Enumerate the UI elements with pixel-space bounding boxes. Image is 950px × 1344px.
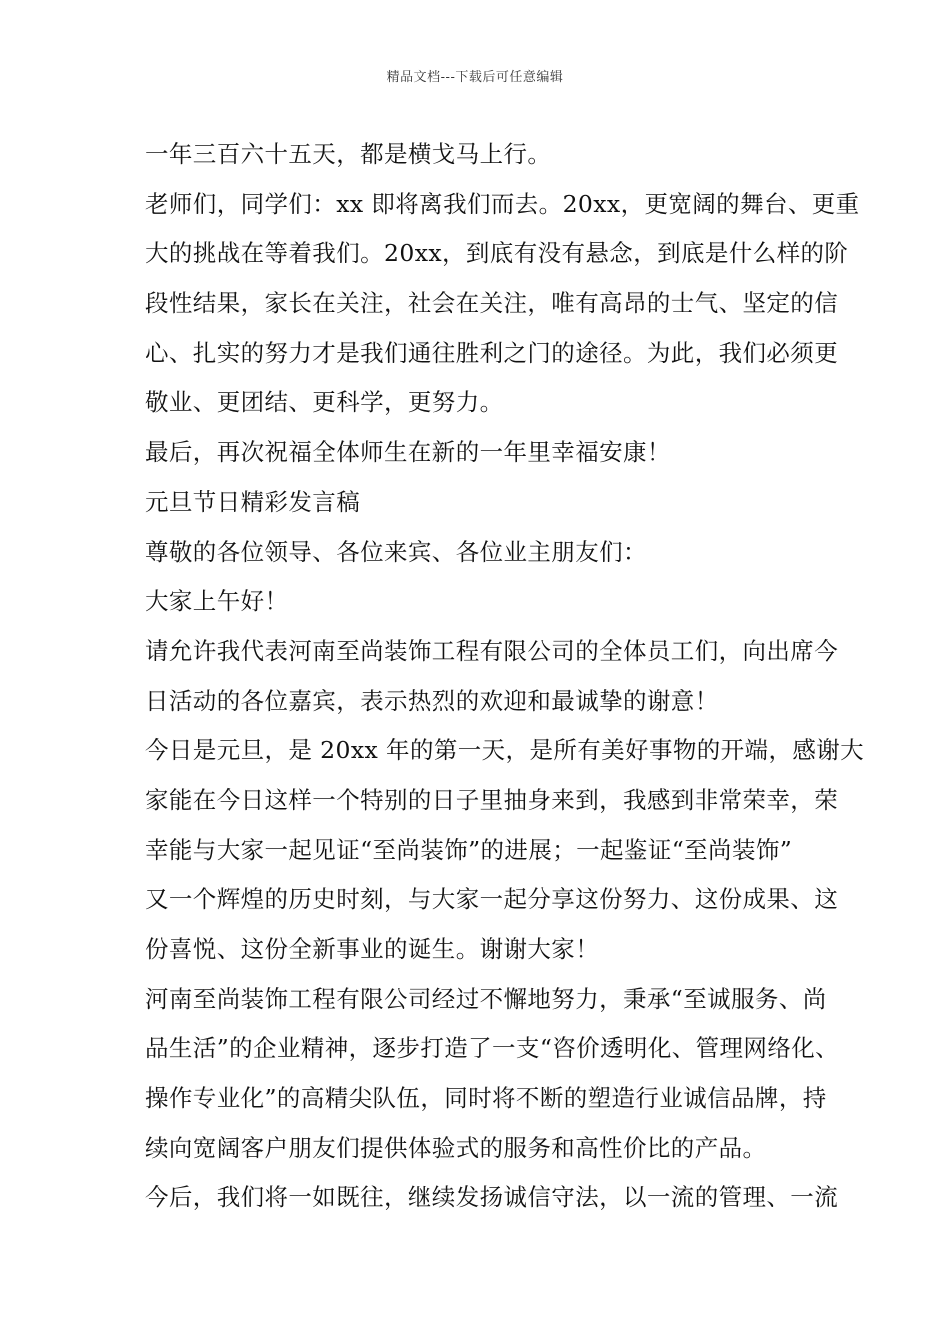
text-line: 敬业、更团结、更科学，更努力。 (145, 388, 504, 417)
text-line: 老师们，同学们：xx 即将离我们而去。20xx，更宽阔的舞台、更重 (145, 189, 860, 218)
document-body (145, 130, 865, 1223)
text-line: 河南至尚装饰工程有限公司经过不懈地努力，秉承“至诚服务、尚 (145, 984, 827, 1013)
text-line: 份喜悦、这份全新事业的诞生。谢谢大家！ (145, 935, 600, 963)
salutation: 尊敬的各位领导、各位来宾、各位业主朋友们： (145, 537, 647, 566)
section-title: 元旦节日精彩发言稿 (145, 487, 361, 516)
greeting: 大家上午好！ (145, 587, 289, 616)
text-line: 请允许我代表河南至尚装饰工程有限公司的全体员工们，向出席今 (145, 636, 839, 665)
text-line: 大的挑战在等着我们。20xx，到底有没有悬念，到底是什么样的阶 (145, 239, 849, 268)
text-line: 段性结果，家长在关注，社会在关注，唯有高昂的士气、坚定的信 (145, 289, 839, 318)
text-line: 家能在今日这样一个特别的日子里抽身来到，我感到非常荣幸，荣 (145, 785, 839, 814)
text-line: 日活动的各位嘉宾，表示热烈的欢迎和最诚挚的谢意！ (145, 686, 719, 715)
text-line: 今后，我们将一如既往，继续发扬诚信守法，以一流的管理、一流 (145, 1183, 839, 1212)
text-line: 最后，再次祝福全体师生在新的一年里幸福安康！ (145, 438, 671, 467)
text-line: 幸能与大家一起见证“至尚装饰”的进展；一起鉴证“至尚装饰” (145, 835, 793, 864)
text-line: 今日是元旦，是 20xx 年的第一天，是所有美好事物的开端，感谢大 (145, 736, 865, 765)
text-line: 心、扎实的努力才是我们通往胜利之门的途径。为此，我们必须更 (145, 338, 839, 367)
text-line: 操作专业化”的高精尖队伍，同时将不断的塑造行业诚信品牌，持 (145, 1084, 827, 1113)
text-line: 品生活”的企业精神，逐步打造了一支“咨价透明化、管理网络化、 (145, 1034, 840, 1063)
text-line: 续向宽阔客户朋友们提供体验式的服务和高性价比的产品。 (145, 1133, 767, 1162)
page-header: 精品文档---下载后可任意编辑 (386, 70, 564, 85)
text-line: 一年三百六十五天，都是横戈马上行。 (145, 140, 552, 168)
text-line: 又一个辉煌的历史时刻，与大家一起分享这份努力、这份成果、这 (145, 885, 839, 914)
